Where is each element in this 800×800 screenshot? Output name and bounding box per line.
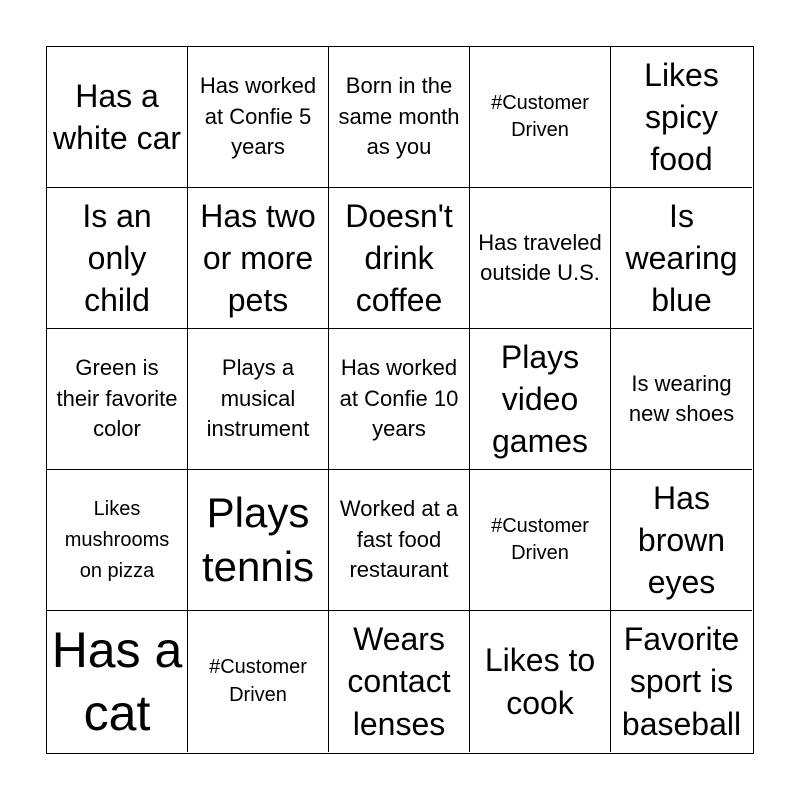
bingo-cell-1-5[interactable]: Likes spicy food: [611, 47, 752, 188]
bingo-cell-5-5[interactable]: Favorite sport is baseball: [621, 621, 742, 742]
bingo-board: [46, 46, 754, 754]
bingo-cell-3-3[interactable]: Has worked at Confie 10 years: [329, 329, 470, 470]
bingo-cell-2-1[interactable]: Is an only child: [47, 188, 188, 329]
bingo-cell-2-5[interactable]: Is wearing blue: [611, 188, 752, 329]
bingo-cell-1-4[interactable]: #Customer Driven: [470, 47, 611, 188]
bingo-cell-5-2[interactable]: #Customer Driven: [188, 611, 329, 752]
bingo-cell-4-5[interactable]: Has brown eyes: [611, 470, 752, 611]
bingo-cell-3-5[interactable]: Is wearing new shoes: [611, 329, 752, 470]
bingo-cell-1-1[interactable]: Has a white car: [47, 47, 188, 188]
bingo-cell-4-4[interactable]: #Customer Driven: [470, 470, 611, 611]
bingo-cell-5-3[interactable]: Wears contact lenses: [329, 611, 470, 752]
bingo-cell-2-4[interactable]: Has traveled outside U.S.: [470, 188, 611, 329]
bingo-cell-2-2[interactable]: Has two or more pets: [188, 188, 329, 329]
bingo-cell-3-1[interactable]: Green is their favorite color: [47, 329, 188, 470]
bingo-cell-1-3[interactable]: Born in the same month as you: [329, 47, 470, 188]
bingo-cell-3-4[interactable]: Plays video games: [470, 329, 611, 470]
bingo-cell-3-2[interactable]: Plays a musical instrument: [188, 329, 329, 470]
bingo-cell-4-3[interactable]: Worked at a fast food restaurant: [329, 470, 470, 611]
bingo-cell-4-2[interactable]: Plays tennis: [188, 470, 329, 611]
bingo-cell-5-1[interactable]: Has a cat: [47, 611, 188, 752]
bingo-cell-4-1[interactable]: Likes mushrooms on pizza: [47, 470, 188, 611]
bingo-cell-5-4[interactable]: Likes to cook: [470, 611, 611, 752]
bingo-cell-2-3[interactable]: Doesn't drink coffee: [329, 188, 470, 329]
bingo-cell-1-2[interactable]: Has worked at Confie 5 years: [188, 47, 329, 188]
